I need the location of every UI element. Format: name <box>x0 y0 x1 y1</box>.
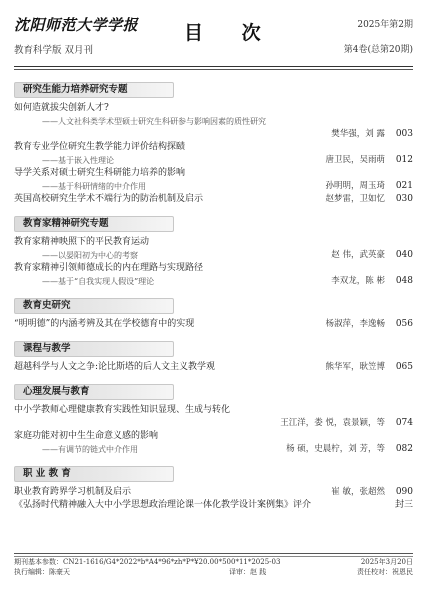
entry-subtitle: ——有调节的链式中介作用 <box>42 445 138 454</box>
entry-title[interactable]: 如何造就拔尖创新人才? <box>14 103 109 113</box>
translator: 译审：赵 践 <box>229 568 267 576</box>
entry-title[interactable]: “明明德”的内涵考辨及其在学校德育中的实现 <box>14 319 195 329</box>
toc-entry[interactable] <box>14 499 413 512</box>
entry-page: 082 <box>395 444 413 454</box>
entry-authors: 唐卫民，吴雨萌 <box>325 155 385 165</box>
section-heading: 职 业 教 育 <box>14 466 174 482</box>
entry-authors: 崔 敏，张超然 <box>331 487 385 497</box>
entry-title[interactable]: 超越科学与人文之争:论比斯塔的后人文主义教学观 <box>14 362 216 372</box>
entry-page: 090 <box>395 487 413 497</box>
entry-authors: 王江洋，娄 悦，袁景颖，等 <box>280 418 385 428</box>
section-heading: 教育史研究 <box>14 298 174 314</box>
section-education-history <box>14 298 413 331</box>
toc-entry[interactable] <box>14 262 413 288</box>
entry-page: 003 <box>395 129 413 139</box>
entry-title[interactable]: 教育家精神引领师德成长的内在理路与实现路径 <box>14 263 204 273</box>
section-heading: 研究生能力培养研究专题 <box>14 82 174 98</box>
entry-page: 封三 <box>394 500 413 510</box>
entry-page: 065 <box>395 362 413 372</box>
entry-subtitle: ——人文社科类学术型硕士研究生科研参与影响因素的质性研究 <box>42 117 266 126</box>
entry-title[interactable]: 教育专业学位研究生教学能力评价结构探赜 <box>14 142 186 152</box>
section-graduate-ability <box>14 82 413 206</box>
footer-rule <box>14 553 413 554</box>
entry-subtitle: ——基于“自我实现人假设”理论 <box>42 277 155 286</box>
entry-page: 056 <box>395 319 413 329</box>
entry-title[interactable]: 《弘扬时代精神融入大中小学思想政治理论课一体化教学设计案例集》评介 <box>14 500 312 510</box>
edition-label: 教育科学版 双月刊 <box>14 45 94 56</box>
entry-page: 074 <box>395 418 413 428</box>
proofreader: 责任校对：祝恩民 <box>357 568 413 576</box>
entry-authors: 李双龙，陈 彬 <box>331 276 385 286</box>
section-educator-spirit <box>14 216 413 288</box>
entry-title[interactable]: 英国高校研究生学术不端行为的防治机制及启示 <box>14 194 204 204</box>
entry-page: 012 <box>395 155 413 165</box>
section-heading: 心理发展与教育 <box>14 384 174 400</box>
entry-page: 030 <box>395 194 413 204</box>
header-rule-thin <box>14 69 413 70</box>
entry-authors: 杨 硕，史晨柠，刘 芳，等 <box>286 444 385 454</box>
entry-authors: 熊华军，耿笠博 <box>325 362 385 372</box>
toc-content <box>14 82 413 512</box>
year-issue: 2025年第2期 <box>357 20 413 30</box>
entry-title[interactable]: 教育家精神映照下的平民教育运动 <box>14 237 150 247</box>
entry-subtitle: ——基于嵌入性理论 <box>42 156 114 165</box>
toc-entry[interactable] <box>14 236 413 262</box>
toc-entry[interactable] <box>14 141 413 167</box>
toc-entry[interactable] <box>14 102 413 141</box>
entry-page: 040 <box>395 250 413 260</box>
entry-authors: 赵 伟，武英豪 <box>331 250 385 260</box>
toc-entry[interactable] <box>14 318 413 331</box>
toc-entry[interactable] <box>14 486 413 499</box>
section-vocational-education <box>14 466 413 512</box>
entry-authors: 赵梦雷，卫如忆 <box>325 194 385 204</box>
entry-title[interactable]: 职业教育跨界学习机制及启示 <box>14 487 132 497</box>
section-curriculum-teaching <box>14 341 413 374</box>
entry-authors: 杨淑萍，李逸畅 <box>325 319 385 329</box>
footer <box>14 553 413 577</box>
volume-issue: 第4卷(总第20期) <box>343 45 413 55</box>
toc-entry[interactable] <box>14 404 413 430</box>
entry-subtitle: ——基于科研情绪的中介作用 <box>42 182 146 191</box>
toc-entry[interactable] <box>14 430 413 456</box>
entry-title[interactable]: 家庭功能对初中生生命意义感的影响 <box>14 431 159 441</box>
section-heading: 教育家精神研究专题 <box>14 216 174 232</box>
publish-date: 2025年3月20日 <box>360 558 413 566</box>
section-heading: 课程与教学 <box>14 341 174 357</box>
entry-subtitle: ——以晏阳初为中心的考察 <box>42 251 138 260</box>
toc-entry[interactable] <box>14 193 413 206</box>
toc-entry[interactable] <box>14 167 413 193</box>
entry-authors: 樊华强，刘 露 <box>331 129 385 139</box>
executive-editor: 执行编辑：陈豪天 <box>14 568 70 576</box>
section-psychology-education <box>14 384 413 456</box>
entry-title[interactable]: 中小学教师心理健康教育实践性知识显现、生成与转化 <box>14 405 231 415</box>
journal-parameters: 期刊基本参数：CN21-1616/G4*2022*b*A4*96*zh*P*¥20.00*500*11*2025-03 <box>14 558 281 566</box>
entry-authors: 孙明明，周玉琦 <box>325 181 385 191</box>
masthead <box>14 14 413 72</box>
header-rule <box>14 66 413 67</box>
journal-logo: 沈阳师范大学学报 <box>14 16 139 34</box>
toc-entry[interactable] <box>14 361 413 374</box>
entry-page: 021 <box>395 181 413 191</box>
entry-title[interactable]: 导学关系对硕士研究生科研能力培养的影响 <box>14 168 186 178</box>
page-title: 目 次 <box>184 22 277 44</box>
entry-page: 048 <box>395 276 413 286</box>
